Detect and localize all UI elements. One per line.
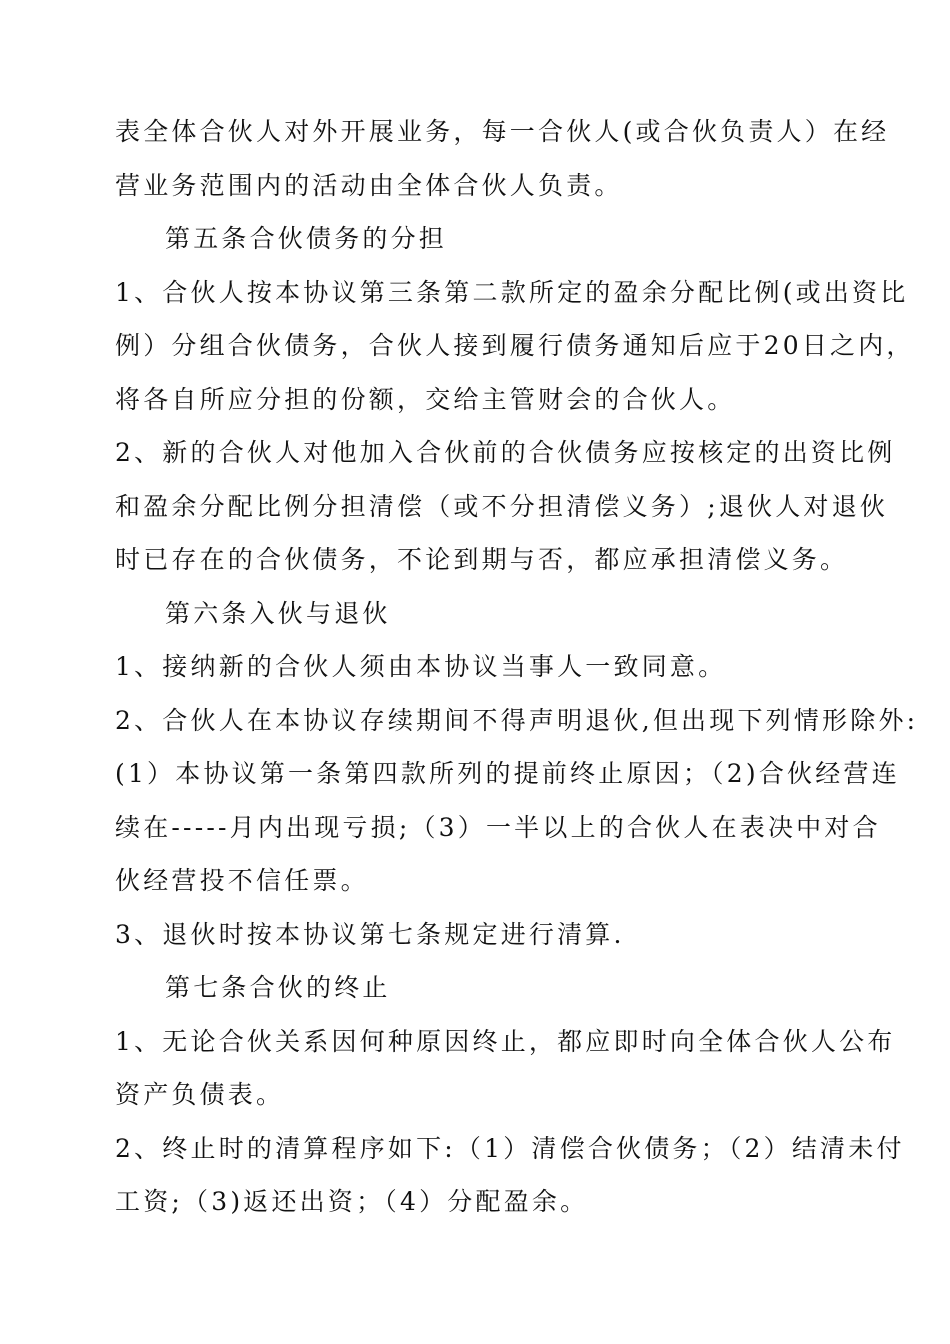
- text-line: 工资;（3)返还出资；（4）分配盈余。: [115, 1187, 589, 1216]
- text-line: 资产负债表。: [115, 1080, 285, 1109]
- text-line: 例）分组合伙债务，合伙人接到履行债务通知后应于20日之内，: [115, 331, 915, 360]
- text-line: 将各自所应分担的份额，交给主管财会的合伙人。: [115, 384, 736, 414]
- text-line: 1、合伙人按本协议第三条第二款所定的盈余分配比例(或出资比: [115, 277, 909, 307]
- text-line: 续在-----月内出现亏损;（3）一半以上的合伙人在表决中对合: [115, 812, 881, 842]
- text-line: 营业务范围内的活动由全体合伙人负责。: [115, 170, 623, 200]
- text-line: (1）本协议第一条第四款所列的提前终止原因；（2)合伙经营连: [115, 759, 900, 788]
- section-heading-article-7: 第七条合伙的终止: [165, 973, 391, 1002]
- text-line: 1、无论合伙关系因何种原因终止，都应即时向全体合伙人公布: [115, 1026, 896, 1056]
- section-heading-article-6: 第六条入伙与退伙: [165, 598, 391, 628]
- text-line: 和盈余分配比例分担清偿（或不分担清偿义务）;退伙人对退伙: [115, 491, 889, 521]
- text-line: 2、合伙人在本协议存续期间不得声明退伙,但出现下列情形除外:: [115, 705, 919, 735]
- text-line: 2、终止时的清算程序如下:（1）清偿合伙债务；（2）结清未付: [115, 1133, 905, 1163]
- text-line: 2、新的合伙人对他加入合伙前的合伙债务应按核定的出资比例: [115, 438, 896, 467]
- text-line: 伙经营投不信任票。: [115, 866, 369, 895]
- text-line: 表全体合伙人对外开展业务，每一合伙人(或合伙负责人）在经: [115, 117, 890, 146]
- text-line: 1、接纳新的合伙人须由本协议当事人一致同意。: [115, 652, 727, 681]
- text-line: 时已存在的合伙债务，不论到期与否，都应承担清偿义务。: [115, 545, 849, 574]
- section-heading-article-5: 第五条合伙债务的分担: [165, 224, 448, 253]
- document-body: [115, 108, 919, 1232]
- text-line: 3、退伙时按本协议第七条规定进行清算.: [115, 919, 625, 949]
